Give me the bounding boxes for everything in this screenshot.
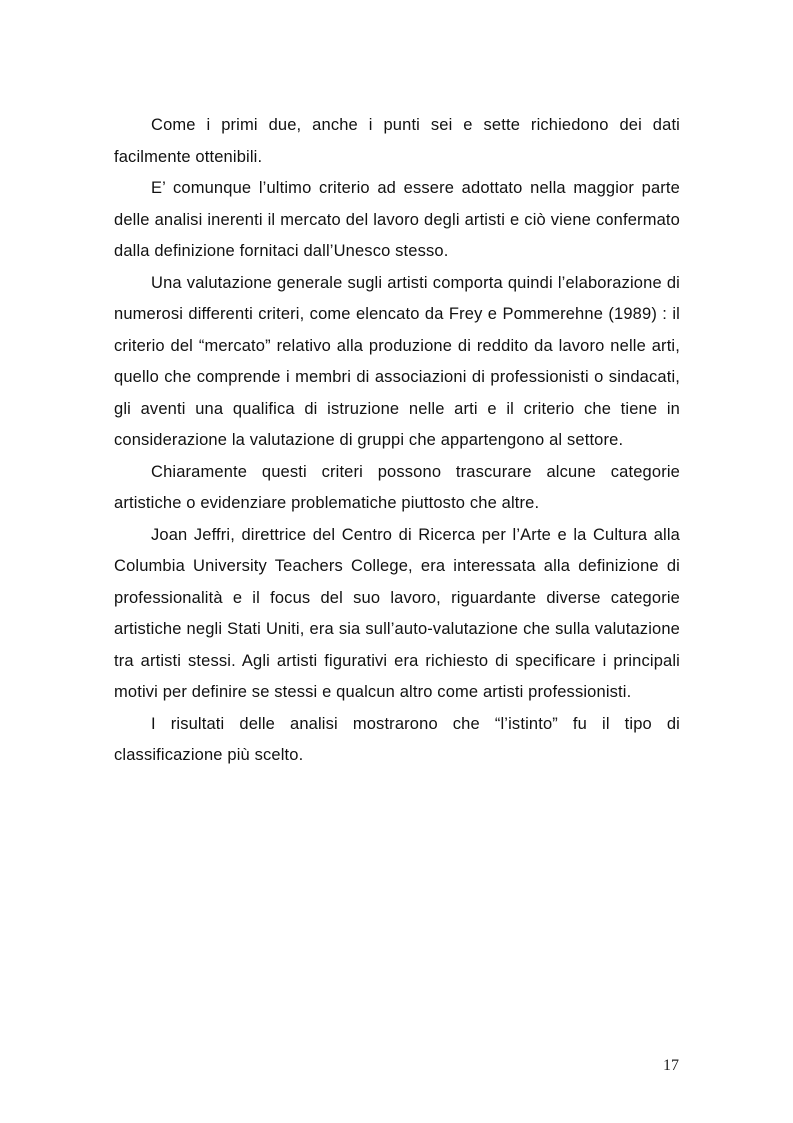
paragraph: I risultati delle analisi mostrarono che “l’istinto” fu il tipo di classificazione più scelto. (114, 714, 680, 764)
paragraph: E’ comunque l’ultimo criterio ad essere adottato nella maggior parte delle analisi inerenti il mercato del lavoro degli artisti e ciò viene confermato dalla definizione fornitaci dall’Unesco stesso. (114, 179, 680, 260)
body-text (114, 110, 680, 772)
paragraph: Come i primi due, anche i punti sei e sette richiedono dei dati facilmente ottenibili. (114, 116, 680, 166)
page-number: 17 (663, 1057, 679, 1074)
paragraph: Joan Jeffri, direttrice del Centro di Ricerca per l’Arte e la Cultura alla Columbia University Teachers College, era interessata alla definizione di professionalità e il focus del suo lavoro, riguardante diverse categorie artistiche negli Stati Uniti, era sia sull’auto-valutazione che sulla valutazione tra artisti stessi. Agli artisti figurativi era richiesto di specificare i principali motivi per definire se stessi e qualcun altro come artisti professionisti. (114, 525, 680, 701)
paragraph: Una valutazione generale sugli artisti comporta quindi l’elaborazione di numerosi differenti criteri, come elencato da Frey e Pommerehne (1989) : il criterio del “mercato” relativo alla produzione di reddito da lavoro nelle arti, quello che comprende i membri di associazioni di professionisti o sindacati, gli aventi una qualifica di istruzione nelle arti e il criterio che tiene in considerazione la valutazione di gruppi che appartengono al settore. (114, 273, 680, 449)
paragraph: Chiaramente questi criteri possono trascurare alcune categorie artistiche o evidenziare problematiche piuttosto che altre. (114, 462, 680, 512)
